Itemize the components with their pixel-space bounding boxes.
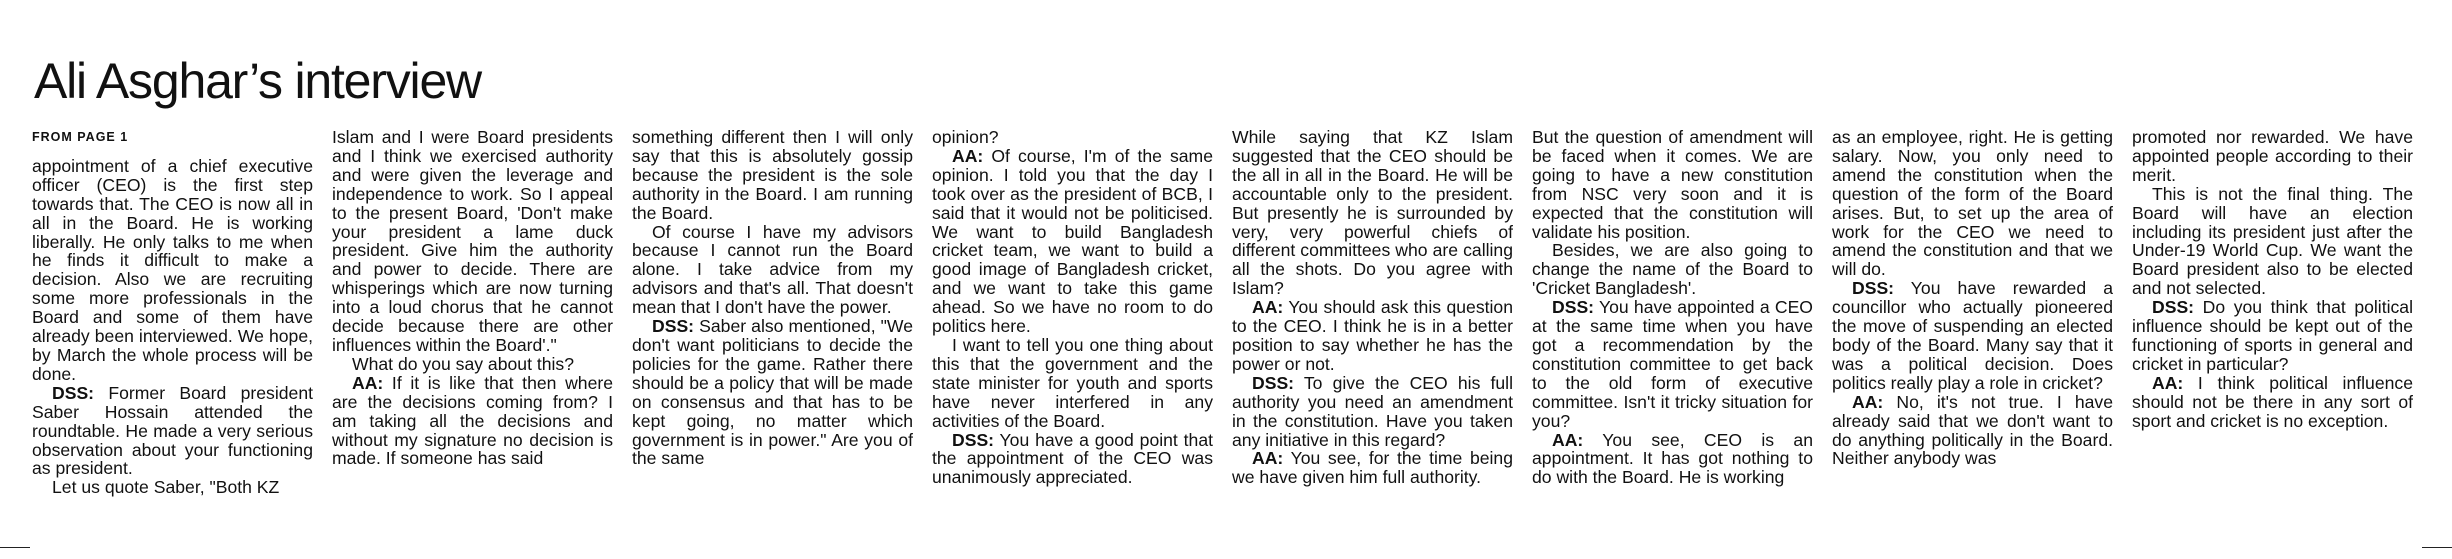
paragraph (932, 431, 1213, 488)
paragraph-text: You have a good point that the appointment of the CEO was unanimously appreciated. (932, 429, 1213, 488)
speaker-label: DSS: (52, 382, 95, 403)
paragraph-text: Besides, we are also going to change the name of the Board to 'Cricket Bangladesh'. (1532, 240, 1813, 299)
paragraph (632, 128, 913, 223)
paragraph (1532, 241, 1813, 298)
paragraph-text: You have appointed a CEO at the same time when you have got a recommendation by the constitution committee to get back to the old form of executive committee. Isn't it tricky situation for you? (1532, 297, 1813, 431)
text-column-4 (932, 128, 1213, 543)
paragraph-text: What do you say about this? (352, 353, 575, 374)
paragraph (1232, 128, 1513, 298)
paragraph (32, 478, 313, 497)
paragraph-text: No, it's not true. I have already said that we don't want to do anything politically in the Board. Neither anybody was (1832, 391, 2113, 469)
paragraph (1232, 449, 1513, 487)
paragraph (632, 317, 913, 468)
speaker-label: DSS: (1852, 278, 1895, 299)
crop-mark-left (0, 547, 30, 548)
text-column-1 (32, 128, 313, 543)
paragraph-text: I want to tell you one thing about this that the government and the state minister for youth and sports have never interfered in any activities of the Board. (932, 334, 1213, 431)
paragraph-text: Do you think that political influence should be kept out of the functioning of sports in general and cricket in particular? (2132, 297, 2413, 374)
paragraph-text: Let us quote Saber, "Both KZ (52, 477, 280, 498)
speaker-label: AA: (2152, 372, 2184, 393)
paragraph-text: opinion? (932, 128, 999, 147)
paragraph (32, 157, 313, 384)
paragraph (1232, 374, 1513, 450)
article-body (32, 128, 2417, 543)
paragraph-text: Former Board president Saber Hossain attended the roundtable. He made a very serious observation about your functioning as president. (32, 382, 313, 479)
paragraph (1532, 431, 1813, 488)
paragraph (2132, 374, 2413, 431)
article-headline: Ali Asghar’s interview (34, 53, 481, 109)
paragraph-text: You should ask this question to the CEO. I think he is in a better position to say whether he has the power or not. (1232, 297, 1513, 374)
paragraph (32, 384, 313, 479)
paragraph (332, 374, 613, 469)
paragraph (1832, 393, 2113, 469)
text-column-6 (1532, 128, 1813, 543)
paragraph (2132, 128, 2413, 185)
speaker-label: DSS: (1252, 372, 1295, 393)
paragraph-text: While saying that KZ Islam suggested that the CEO should be the all in all in the Board. He will be accountable only to the president. But presently he is surrounded by very, very powerful chiefs of different committees who are calling all the shots. Do you agree with Islam? (1232, 128, 1513, 299)
paragraph-text: Islam and I were Board presidents and I think we exercised authority and were given the leverage and independence to work. So I appeal to the present Board, 'Don't make your president a lame duck president. Give him the authority and power to decide. There are whisperings which are now turning into a loud chorus that he cannot decide because there are other influences within the Board'." (332, 128, 613, 355)
jump-line: FROM PAGE 1 (32, 130, 129, 144)
paragraph-text: To give the CEO his full authority you need an amendment in the constitution. Have you taken any initiative in this regard? (1232, 372, 1513, 450)
speaker-label: DSS: (952, 429, 995, 450)
speaker-label: DSS: (2152, 297, 2195, 318)
paragraph-text: Of course I have my advisors because I cannot run the Board alone. I take advice from my advisors and that's all. That doesn't mean that I don't have the power. (632, 221, 913, 318)
crop-mark-right (2422, 547, 2452, 548)
paragraph-text: something different then I will only say that this is absolutely gossip because the president is the sole authority in the Board. I am running the Board. (632, 128, 913, 223)
paragraph-text: You have rewarded a councillor who actually pioneered the move of suspending an elected body of the Board. Many say that it was a political decision. Does politics really play a role in cricket? (1832, 278, 2113, 393)
paragraph (1532, 298, 1813, 430)
paragraph (932, 128, 1213, 147)
paragraph (1832, 279, 2113, 392)
text-column-2 (332, 128, 613, 543)
paragraph-text: But the question of amendment will be faced when it comes. We are going to have a new constitution from NSC very soon and it is expected that the constitution will validate his position. (1532, 128, 1813, 242)
text-column-8 (2132, 128, 2413, 543)
paragraph (932, 336, 1213, 431)
paragraph-text: You see, CEO is an appointment. It has got nothing to do with the Board. He is working (1532, 429, 1813, 488)
speaker-label: AA: (952, 145, 984, 166)
paragraph-text: You see, for the time being we have given him full authority. (1232, 448, 1513, 488)
text-column-7 (1832, 128, 2113, 543)
paragraph-text: appointment of a chief executive officer (CEO) is the first step towards that. The CEO is now all in all in the Board. He is working liberally. He only talks to me when he finds it difficult to make a decision. Also we are recruiting some more professionals in the Board and some of them have already been interviewed. We hope, by March the whole process will be done. (32, 155, 313, 384)
paragraph-text: Of course, I'm of the same opinion. I told you that the day I took over as the president of BCB, I said that it would not be politicised. We want to build Bangladesh cricket team, we want to build a good image of Bangladesh cricket, and we want to take this game ahead. So we have no room to do politics here. (932, 145, 1213, 337)
speaker-label: AA: (1252, 448, 1284, 469)
speaker-label: AA: (1252, 297, 1284, 318)
speaker-label: DSS: (1552, 297, 1595, 318)
paragraph (2132, 298, 2413, 374)
paragraph (1832, 128, 2113, 279)
paragraph (932, 147, 1213, 336)
paragraph-text: promoted nor rewarded. We have appointed people according to their merit. (2132, 128, 2413, 185)
paragraph-text: as an employee, right. He is getting salary. Now, you only need to amend the constitution when the question of the form of the Board arises. But, to set up the area of work for the CEO we need to amend the constitution and that we will do. (1832, 128, 2113, 280)
paragraph (332, 355, 613, 374)
paragraph (632, 223, 913, 318)
speaker-label: AA: (1552, 429, 1584, 450)
text-column-3 (632, 128, 913, 543)
paragraph-text: This is not the final thing. The Board will have an election including its president just after the Under-19 World Cup. We want the Board president also to be elected and not selected. (2132, 183, 2413, 299)
paragraph-text: If it is like that then where are the decisions coming from? I am taking all the decisions and without my signature no decision is made. If someone has said (332, 372, 613, 469)
speaker-label: AA: (1852, 391, 1884, 412)
paragraph-text: I think political influence should not be there in any sort of sport and cricket is no exception. (2132, 372, 2413, 431)
speaker-label: DSS: (652, 316, 695, 337)
text-column-5 (1232, 128, 1513, 543)
paragraph (332, 128, 613, 355)
paragraph (2132, 185, 2413, 298)
paragraph (1532, 128, 1813, 241)
paragraph-text: Saber also mentioned, "We don't want politicians to decide the policies for the game. Rather there should be a policy that will be made on consensus and that has to be kept going, no matter which government is in power." Are you of the same (632, 316, 913, 469)
speaker-label: AA: (352, 372, 384, 393)
paragraph (1232, 298, 1513, 374)
